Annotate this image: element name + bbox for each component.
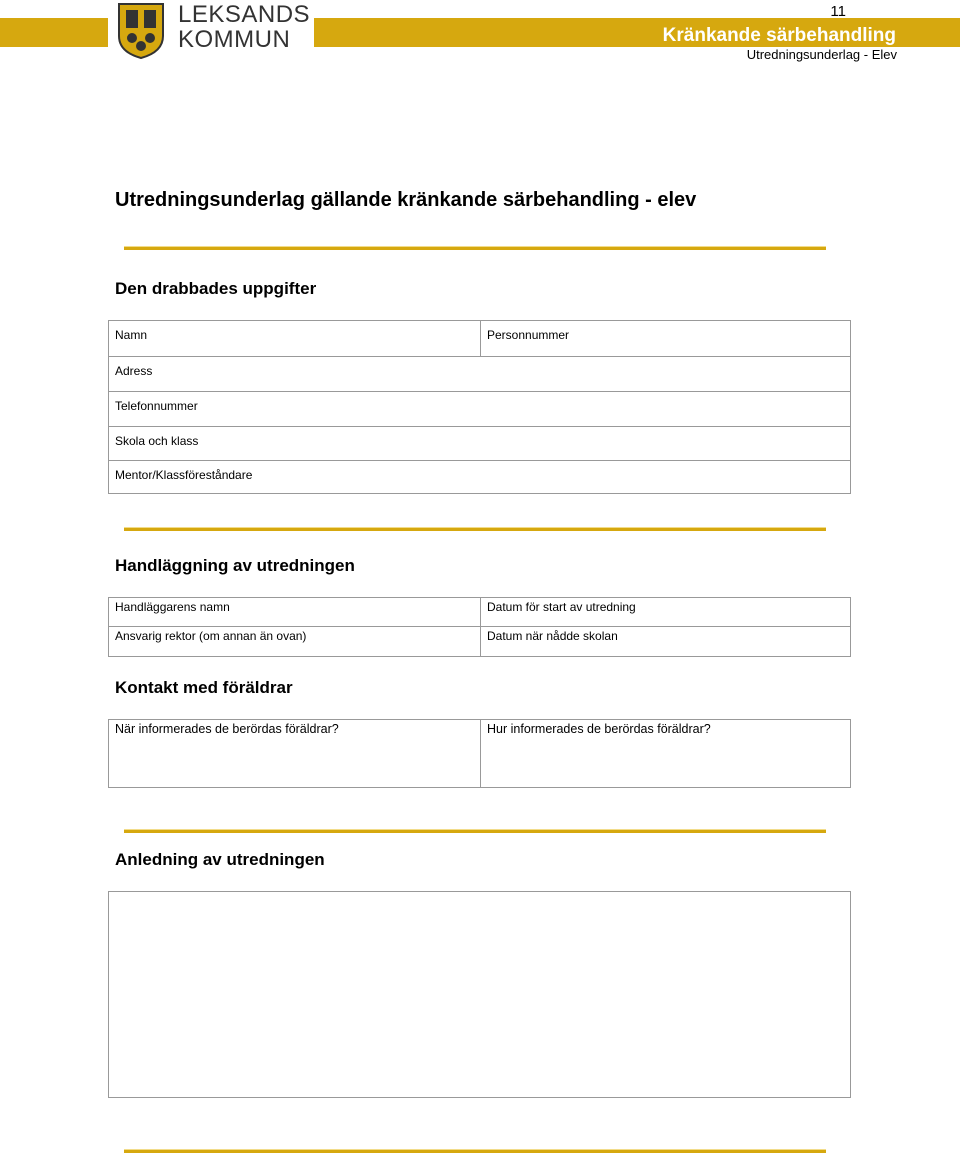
handler-name-field[interactable]: [109, 598, 480, 626]
section-divider: [124, 1149, 826, 1153]
personal-number-label: Personnummer: [487, 328, 570, 342]
page-number: 11: [830, 3, 846, 20]
phone-field[interactable]: [109, 392, 850, 426]
table-row: [109, 598, 850, 627]
table-row: [109, 357, 850, 392]
handling-section-heading: Handläggning av utredningen: [115, 556, 355, 575]
name-field[interactable]: [109, 321, 480, 356]
handling-table: [108, 597, 851, 657]
mentor-label: Mentor/Klassföreståndare: [115, 468, 253, 482]
school-reached-date-label: Datum när nådde skolan: [487, 629, 618, 643]
parents-table: [108, 719, 851, 788]
table-row: [109, 427, 850, 461]
school-class-label: Skola och klass: [115, 434, 199, 448]
document-title: Utredningsunderlag gällande kränkande särbehandling - elev: [115, 189, 697, 211]
coat-of-arms-icon: [117, 2, 165, 60]
handler-name-label: Handläggarens namn: [115, 600, 230, 614]
reason-text-area[interactable]: [108, 891, 851, 1098]
parents-section-heading: Kontakt med föräldrar: [115, 678, 293, 697]
table-row: [109, 627, 850, 657]
when-informed-field[interactable]: [109, 720, 480, 787]
section-divider: [124, 829, 826, 833]
responsible-principal-field[interactable]: [109, 627, 480, 657]
how-informed-label: Hur informerades de berördas föräldrar?: [487, 722, 711, 736]
mentor-field[interactable]: [109, 461, 850, 494]
start-date-field[interactable]: [480, 598, 850, 626]
how-informed-field[interactable]: [480, 720, 850, 787]
address-field[interactable]: [109, 357, 850, 391]
table-row: [109, 321, 850, 357]
victim-info-table: [108, 320, 851, 494]
responsible-principal-label: Ansvarig rektor (om annan än ovan): [115, 629, 307, 643]
municipality-logo: [108, 0, 314, 62]
school-class-field[interactable]: [109, 427, 850, 460]
victim-section-heading: Den drabbades uppgifter: [115, 279, 317, 298]
personal-number-field[interactable]: [480, 321, 850, 356]
when-informed-label: När informerades de berördas föräldrar?: [115, 722, 339, 736]
reason-section-heading: Anledning av utredningen: [115, 850, 325, 869]
address-label: Adress: [115, 364, 153, 378]
school-reached-date-field[interactable]: [480, 627, 850, 657]
phone-label: Telefonnummer: [115, 399, 198, 413]
header-subtitle: Utredningsunderlag - Elev: [746, 47, 897, 62]
table-row: [109, 461, 850, 494]
name-label: Namn: [115, 328, 148, 342]
start-date-label: Datum för start av utredning: [487, 600, 636, 614]
section-divider: [124, 246, 826, 250]
logo-text: LEKSANDS KOMMUN: [178, 1, 311, 53]
table-row: [109, 720, 850, 787]
header-title: Kränkande särbehandling: [662, 25, 896, 46]
section-divider: [124, 527, 826, 531]
table-row: [109, 392, 850, 427]
